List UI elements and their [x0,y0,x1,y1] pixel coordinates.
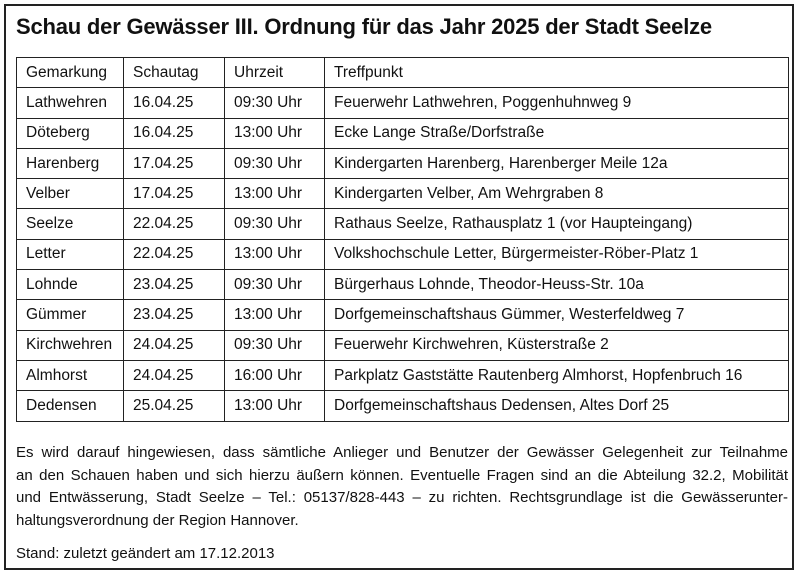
cell-treffpunkt: Parkplatz Gaststätte Rautenberg Almhorst, Hopfenbruch 16 [325,360,789,390]
cell-schautag: 23.04.25 [124,270,225,300]
column-header-schautag: Schautag [124,58,225,88]
cell-gemarkung: Harenberg [17,148,124,178]
table-row [17,270,789,300]
table-header-row [17,58,789,88]
cell-treffpunkt: Kindergarten Velber, Am Wehrgraben 8 [325,179,789,209]
cell-gemarkung: Döteberg [17,118,124,148]
cell-schautag: 17.04.25 [124,179,225,209]
last-modified-note: Stand: zuletzt geändert am 17.12.2013 [16,545,275,562]
notice-line: Es wird darauf hingewiesen, dass sämtliche Anlieger und Benutzer der Gewässer Gelegenheit zur Teilnahme [16,444,788,461]
cell-treffpunkt: Rathaus Seelze, Rathausplatz 1 (vor Haupteingang) [325,209,789,239]
cell-uhrzeit: 09:30 Uhr [225,209,325,239]
cell-gemarkung: Kirchwehren [17,330,124,360]
cell-treffpunkt: Bürgerhaus Lohnde, Theodor-Heuss-Str. 10a [325,270,789,300]
cell-uhrzeit: 13:00 Uhr [225,391,325,421]
cell-gemarkung: Lathwehren [17,88,124,118]
table-row [17,118,789,148]
table-row [17,179,789,209]
cell-treffpunkt: Dorfgemeinschaftshaus Gümmer, Westerfeldweg 7 [325,300,789,330]
table-row [17,239,789,269]
cell-treffpunkt: Volkshochschule Letter, Bürgermeister-Röber-Platz 1 [325,239,789,269]
cell-gemarkung: Gümmer [17,300,124,330]
cell-schautag: 16.04.25 [124,88,225,118]
cell-treffpunkt: Feuerwehr Lathwehren, Poggenhuhnweg 9 [325,88,789,118]
cell-treffpunkt: Kindergarten Harenberg, Harenberger Meile 12a [325,148,789,178]
table-row [17,148,789,178]
table-row [17,300,789,330]
cell-uhrzeit: 13:00 Uhr [225,239,325,269]
notice-line: und Entwässerung, Stadt Seelze – Tel.: 05137/828-443 – zu richten. Rechtsgrundlage ist die Gewässerunter- [16,489,788,506]
cell-schautag: 17.04.25 [124,148,225,178]
column-header-uhrzeit: Uhrzeit [225,58,325,88]
cell-schautag: 25.04.25 [124,391,225,421]
cell-uhrzeit: 09:30 Uhr [225,330,325,360]
cell-gemarkung: Almhorst [17,360,124,390]
notice-line: an den Schauen haben und sich hierzu äußern können. Eventuelle Fragen sind an die Abteilung 32.2, Mobilität [16,466,788,484]
cell-treffpunkt: Dorfgemeinschaftshaus Dedensen, Altes Dorf 25 [325,391,789,421]
table-row [17,209,789,239]
page-title: Schau der Gewässer III. Ordnung für das Jahr 2025 der Stadt Seelze [16,14,712,39]
cell-gemarkung: Seelze [17,209,124,239]
cell-schautag: 16.04.25 [124,118,225,148]
table-row [17,391,789,421]
cell-uhrzeit: 13:00 Uhr [225,179,325,209]
notice-paragraph [16,442,788,532]
column-header-gemarkung: Gemarkung [17,58,124,88]
cell-schautag: 24.04.25 [124,360,225,390]
cell-uhrzeit: 13:00 Uhr [225,118,325,148]
cell-gemarkung: Letter [17,239,124,269]
cell-schautag: 24.04.25 [124,330,225,360]
cell-gemarkung: Lohnde [17,270,124,300]
cell-schautag: 22.04.25 [124,209,225,239]
cell-uhrzeit: 16:00 Uhr [225,360,325,390]
notice-frame [4,4,794,570]
cell-schautag: 23.04.25 [124,300,225,330]
cell-treffpunkt: Ecke Lange Straße/Dorfstraße [325,118,789,148]
table-row [17,88,789,118]
schedule-table [16,57,789,422]
cell-uhrzeit: 13:00 Uhr [225,300,325,330]
cell-uhrzeit: 09:30 Uhr [225,270,325,300]
cell-gemarkung: Velber [17,179,124,209]
cell-treffpunkt: Feuerwehr Kirchwehren, Küsterstraße 2 [325,330,789,360]
notice-line: haltungsverordnung der Region Hannover. [16,511,299,529]
table-row [17,330,789,360]
column-header-treffpunkt: Treffpunkt [325,58,789,88]
table-row [17,360,789,390]
cell-gemarkung: Dedensen [17,391,124,421]
cell-schautag: 22.04.25 [124,239,225,269]
cell-uhrzeit: 09:30 Uhr [225,88,325,118]
cell-uhrzeit: 09:30 Uhr [225,148,325,178]
